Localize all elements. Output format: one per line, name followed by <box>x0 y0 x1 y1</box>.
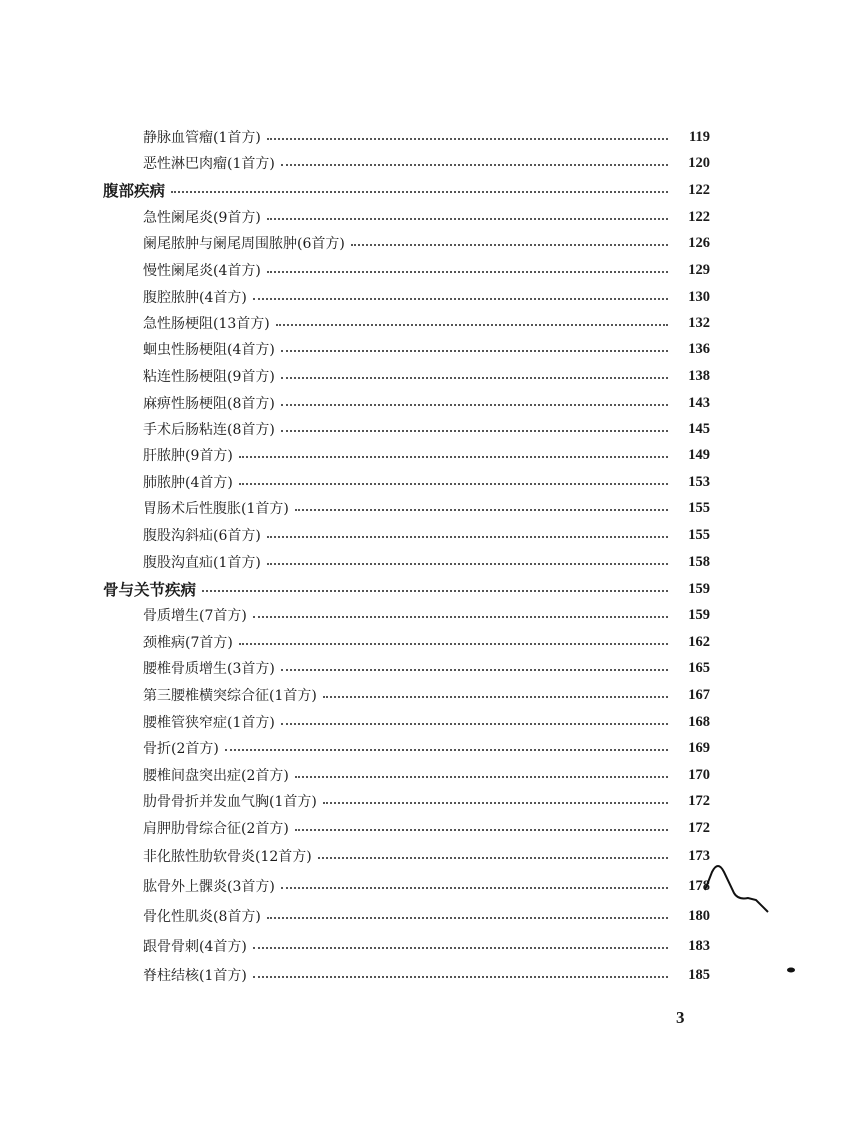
toc-page: 120 <box>688 154 710 171</box>
toc-page: 122 <box>688 208 710 225</box>
toc-page: 178 <box>688 877 710 894</box>
toc-page: 183 <box>688 937 710 954</box>
toc-title: 骨质增生(7首方) <box>143 608 247 624</box>
toc-page: 158 <box>688 553 710 570</box>
toc-title: 第三腰椎横突综合征(1首方) <box>143 688 317 704</box>
toc-page: 143 <box>688 394 710 411</box>
toc-title: 腹股沟斜疝(6首方) <box>143 528 261 544</box>
toc-title: 腰椎骨质增生(3首方) <box>143 661 275 677</box>
toc-title: 腰椎间盘突出症(2首方) <box>143 768 289 784</box>
page-number: 3 <box>676 1008 685 1027</box>
toc-title: 肝脓肿(9首方) <box>143 448 233 464</box>
toc-page: 170 <box>688 766 710 783</box>
toc-page: 165 <box>688 659 710 676</box>
toc-page: 155 <box>688 499 710 516</box>
toc-page: 185 <box>688 966 710 983</box>
toc-page: 162 <box>688 633 710 650</box>
toc-title: 骨化性肌炎(8首方) <box>143 909 261 925</box>
toc-title: 跟骨骨刺(4首方) <box>143 939 247 955</box>
toc-page: 145 <box>688 420 710 437</box>
toc-page: 119 <box>689 128 710 145</box>
toc-title: 肩胛肋骨综合征(2首方) <box>143 821 289 837</box>
toc-title: 骨折(2首方) <box>143 741 219 757</box>
toc-page: 130 <box>688 288 710 305</box>
toc-page: 149 <box>688 446 710 463</box>
toc-page: 159 <box>688 606 710 623</box>
toc-title: 急性肠梗阻(13首方) <box>143 316 270 332</box>
toc-page: 138 <box>688 367 710 384</box>
toc-title: 腹腔脓肿(4首方) <box>143 290 247 306</box>
toc-title: 腰椎管狭窄症(1首方) <box>143 715 275 731</box>
toc-title: 非化脓性肋软骨炎(12首方) <box>143 849 312 865</box>
toc-page: 173 <box>688 847 710 864</box>
toc-page: 172 <box>688 792 710 809</box>
toc-page: 126 <box>688 234 710 251</box>
toc-page: 167 <box>688 686 710 703</box>
toc-page: 129 <box>688 261 710 278</box>
toc-page: 153 <box>688 473 710 490</box>
toc-page: 155 <box>688 526 710 543</box>
toc-title: 肺脓肿(4首方) <box>143 475 233 491</box>
toc-page: 159 <box>688 580 710 597</box>
toc-page: 180 <box>688 907 710 924</box>
toc-title: 腹股沟直疝(1首方) <box>143 555 261 571</box>
toc-title: 蛔虫性肠梗阻(4首方) <box>143 342 275 358</box>
toc-title: 颈椎病(7首方) <box>143 635 233 651</box>
toc-title: 脊柱结核(1首方) <box>143 968 247 984</box>
toc-page: 172 <box>688 819 710 836</box>
toc-title: 慢性阑尾炎(4首方) <box>143 263 261 279</box>
toc-page: 122 <box>688 181 710 198</box>
toc-title: 急性阑尾炎(9首方) <box>143 210 261 226</box>
toc-page: 136 <box>688 340 710 357</box>
toc-title: 骨与关节疾病 <box>103 581 197 599</box>
toc-page: 168 <box>688 713 710 730</box>
toc-title: 手术后肠粘连(8首方) <box>143 422 275 438</box>
toc-title: 麻痹性肠梗阻(8首方) <box>143 396 275 412</box>
toc-page: 169 <box>688 739 710 756</box>
toc-title: 静脉血管瘤(1首方) <box>143 130 261 146</box>
toc-title: 肱骨外上髁炎(3首方) <box>143 879 275 895</box>
toc-title: 肋骨骨折并发血气胸(1首方) <box>143 794 317 810</box>
toc-title: 胃肠术后性腹胀(1首方) <box>143 501 289 517</box>
toc-title: 恶性淋巴肉瘤(1首方) <box>143 156 275 172</box>
toc-page: 132 <box>688 314 710 331</box>
toc-title: 腹部疾病 <box>103 182 166 200</box>
toc-title: 阑尾脓肿与阑尾周围脓肿(6首方) <box>143 236 345 252</box>
toc-title: 粘连性肠梗阻(9首方) <box>143 369 275 385</box>
